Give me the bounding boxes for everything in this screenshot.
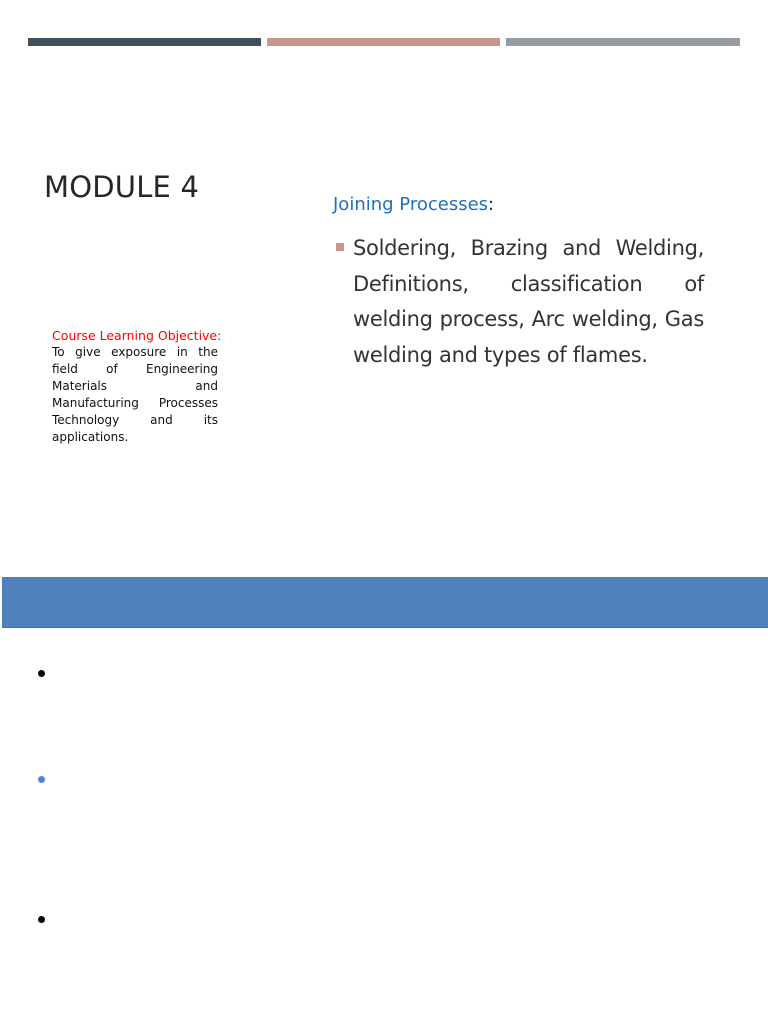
objective-text: To give exposure in the field of Engineering Materials and Manufacturing Processes Technology and its applications. xyxy=(52,345,218,444)
title-band xyxy=(2,577,768,628)
accent-bar-dark xyxy=(28,38,261,46)
slide-next xyxy=(0,575,768,1024)
accent-bar-rose xyxy=(267,38,500,46)
bullet-text: Soldering, Brazing and Welding, Definitions, classification of welding process, Arc welding, Gas welding and types of flames. xyxy=(353,236,704,367)
module-title: MODULE 4 xyxy=(44,170,200,204)
black-dot-icon xyxy=(38,916,45,923)
square-bullet-icon xyxy=(336,243,344,251)
joining-heading-text: Joining Processes xyxy=(333,194,489,215)
blue-dot-icon xyxy=(38,776,45,783)
list-item xyxy=(336,231,704,373)
course-objective xyxy=(52,327,222,446)
joining-processes-heading xyxy=(333,194,494,215)
joining-bullet-list xyxy=(336,231,704,373)
objective-label: Course Learning Objective: xyxy=(52,328,222,343)
accent-bar-gray xyxy=(506,38,740,46)
joining-heading-colon: : xyxy=(488,194,495,215)
black-dot-icon xyxy=(38,670,45,677)
